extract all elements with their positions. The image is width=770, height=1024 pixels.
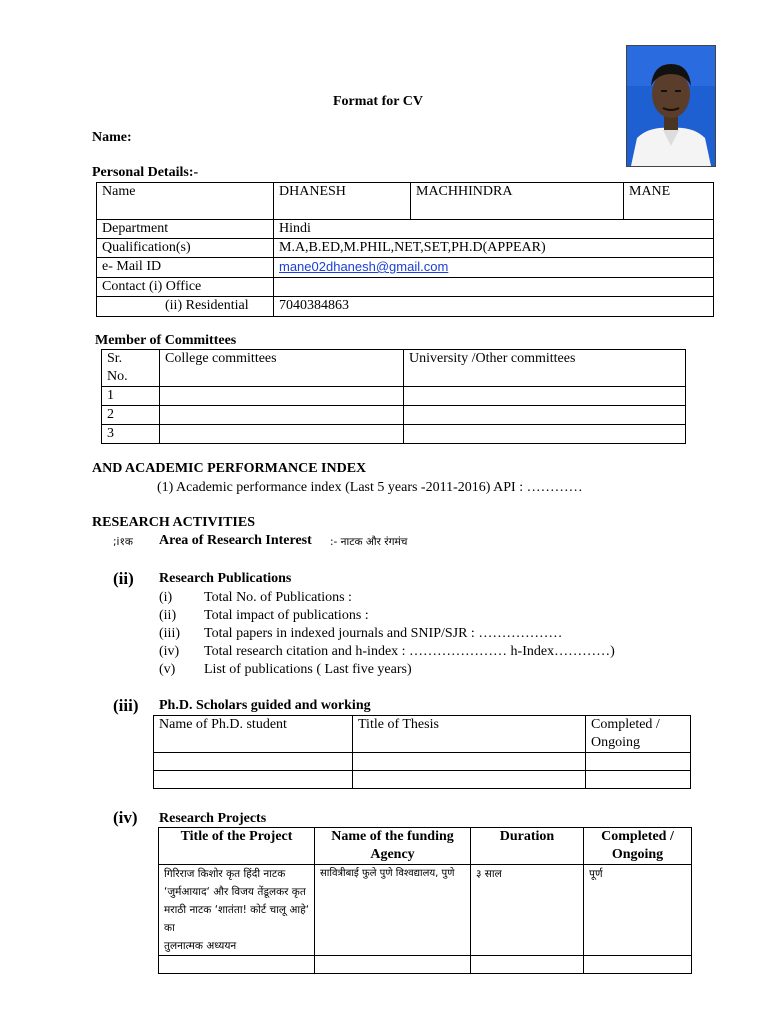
committee-row-number: 3 — [102, 425, 160, 444]
committee-row-number: 1 — [102, 387, 160, 406]
email-link[interactable]: mane02dhanesh@gmail.com — [279, 259, 449, 274]
personal-details-table — [96, 182, 714, 317]
university-committees-header: University /Other committees — [404, 350, 686, 387]
project-status-cell: पूर्ण — [584, 865, 692, 956]
profile-photo-image — [627, 46, 715, 166]
project-title-cell: गिरिराज किशोर कृत हिंदी नाटक ‘जुर्मआयाद‘ और विजय तेंडूलकर कृत मराठी नाटक ‘शातंता! कोर्ट चालू आहे‘ का तुलनात्मक अध्ययन — [159, 865, 315, 956]
phd-status-header: Completed / Ongoing — [586, 716, 691, 753]
phd-scholars-label: Ph.D. Scholars guided and working — [159, 698, 371, 713]
committee-row-number: 2 — [102, 406, 160, 425]
phd-scholars-table — [153, 715, 691, 789]
qualification-label: Qualification(s) — [97, 239, 274, 258]
section-iii-marker: (iii) — [113, 696, 139, 715]
publications-list — [159, 589, 615, 679]
research-heading: RESEARCH ACTIVITIES — [92, 515, 255, 530]
contact-residential-value: 7040384863 — [274, 297, 714, 317]
college-committees-header: College committees — [160, 350, 404, 387]
department-label: Department — [97, 220, 274, 239]
research-projects-table — [158, 827, 692, 974]
duration-cell: ३ साल — [471, 865, 584, 956]
email-label: e- Mail ID — [97, 258, 274, 278]
name-label-cell: Name — [97, 183, 274, 220]
research-interest-value: :- नाटक और रंगमंच — [330, 536, 408, 548]
name-label: Name: — [92, 130, 132, 145]
personal-details-heading: Personal Details:- — [92, 165, 199, 180]
api-heading: AND ACADEMIC PERFORMANCE INDEX — [92, 461, 367, 476]
funding-agency-header: Name of the funding Agency — [315, 828, 471, 865]
committees-table — [101, 349, 686, 444]
page-title: Format for CV — [333, 94, 423, 109]
qualification-value: M.A,B.ED,M.PHIL,NET,SET,PH.D(APPEAR) — [274, 239, 714, 258]
department-value: Hindi — [274, 220, 714, 239]
middle-name-cell: MACHHINDRA — [411, 183, 624, 220]
contact-office-label: Contact (i) Office — [97, 278, 274, 297]
contact-office-value — [274, 278, 714, 297]
no-header-label: No. — [107, 369, 128, 384]
phd-student-header: Name of Ph.D. student — [154, 716, 353, 753]
last-name-cell: MANE — [624, 183, 714, 220]
api-line: (1) Academic performance index (Last 5 years -2011-2016) API : ………… — [157, 480, 583, 495]
first-name-cell: DHANESH — [274, 183, 411, 220]
contact-residential-label: (ii) Residential — [97, 297, 274, 317]
research-projects-label: Research Projects — [159, 811, 267, 826]
publication-item: (v) List of publications ( Last five years) — [159, 662, 412, 677]
duration-header: Duration — [471, 828, 584, 865]
publication-item: (i) Total No. of Publications : — [159, 590, 352, 605]
project-status-header: Completed / Ongoing — [584, 828, 692, 865]
project-title-header: Title of the Project — [159, 828, 315, 865]
section-iv-marker: (iv) — [113, 808, 138, 827]
sr-no-header — [102, 350, 160, 387]
section-ii-marker: (ii) — [113, 569, 134, 588]
sr-header-label: Sr. — [107, 351, 123, 366]
research-publications-label: Research Publications — [159, 571, 292, 586]
thesis-title-header: Title of Thesis — [353, 716, 586, 753]
section-i-marker: ;i१क — [113, 536, 133, 548]
funding-agency-cell: सावित्रीबाई फुले पुणे विश्वद्यालय, पुणे — [315, 865, 471, 956]
committees-heading: Member of Committees — [95, 333, 237, 348]
publication-item: (iv) Total research citation and h-index : ………………… h-Index…………) — [159, 644, 615, 659]
research-interest-label: Area of Research Interest — [159, 533, 312, 548]
publication-item: (ii) Total impact of publications : — [159, 608, 369, 623]
profile-photo — [626, 45, 716, 167]
publication-item: (iii) Total papers in indexed journals and SNIP/SJR : ……………… — [159, 626, 563, 641]
